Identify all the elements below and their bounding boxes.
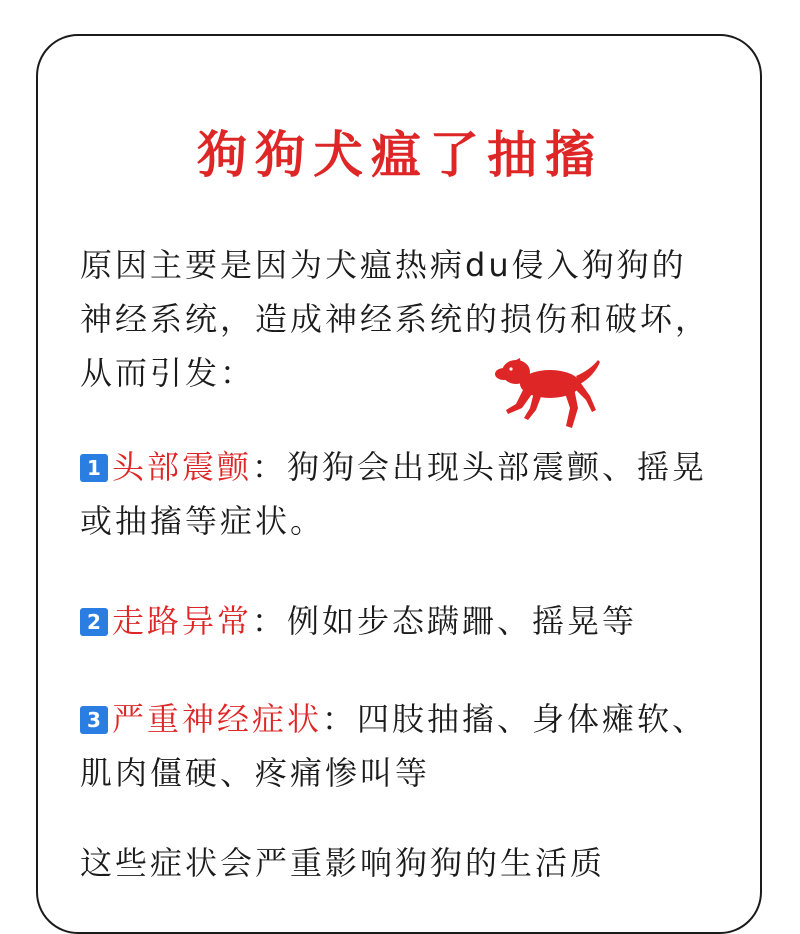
- symptom-heading-1: 头部震颤: [112, 448, 253, 486]
- partial-paragraph: 这些症状会严重影响狗狗的生活质: [80, 844, 606, 882]
- page-title: 狗狗犬瘟了抽搐: [197, 126, 603, 184]
- symptom-heading-2: 走路异常: [112, 602, 253, 640]
- symptom-text-1: 狗狗会出现头部震颤、摇晃或抽搐等症状。: [80, 448, 708, 540]
- symptom-heading-3: 严重神经症状: [112, 700, 323, 738]
- intro-paragraph: 原因主要是因为犬瘟热病du侵入狗狗的神经系统，造成神经系统的损伤和破坏，从而引发：: [80, 246, 711, 392]
- separator-3: ：: [322, 700, 358, 738]
- separator-1: ：: [252, 448, 288, 486]
- symptom-text-2: 例如步态蹒跚、摇晃等: [287, 602, 638, 640]
- dog-illustration-icon: [494, 352, 600, 430]
- number-badge-1: 1: [80, 454, 108, 482]
- number-badge-2: 2: [80, 608, 108, 636]
- separator-2: ：: [252, 602, 288, 640]
- symptom-item-1: [80, 440, 720, 548]
- symptom-item-2: [80, 594, 720, 648]
- symptom-text-3: 四肢抽搐、身体瘫软、肌肉僵硬、疼痛惨叫等: [80, 700, 708, 792]
- symptom-item-3: [80, 692, 720, 800]
- number-badge-3: 3: [80, 706, 108, 734]
